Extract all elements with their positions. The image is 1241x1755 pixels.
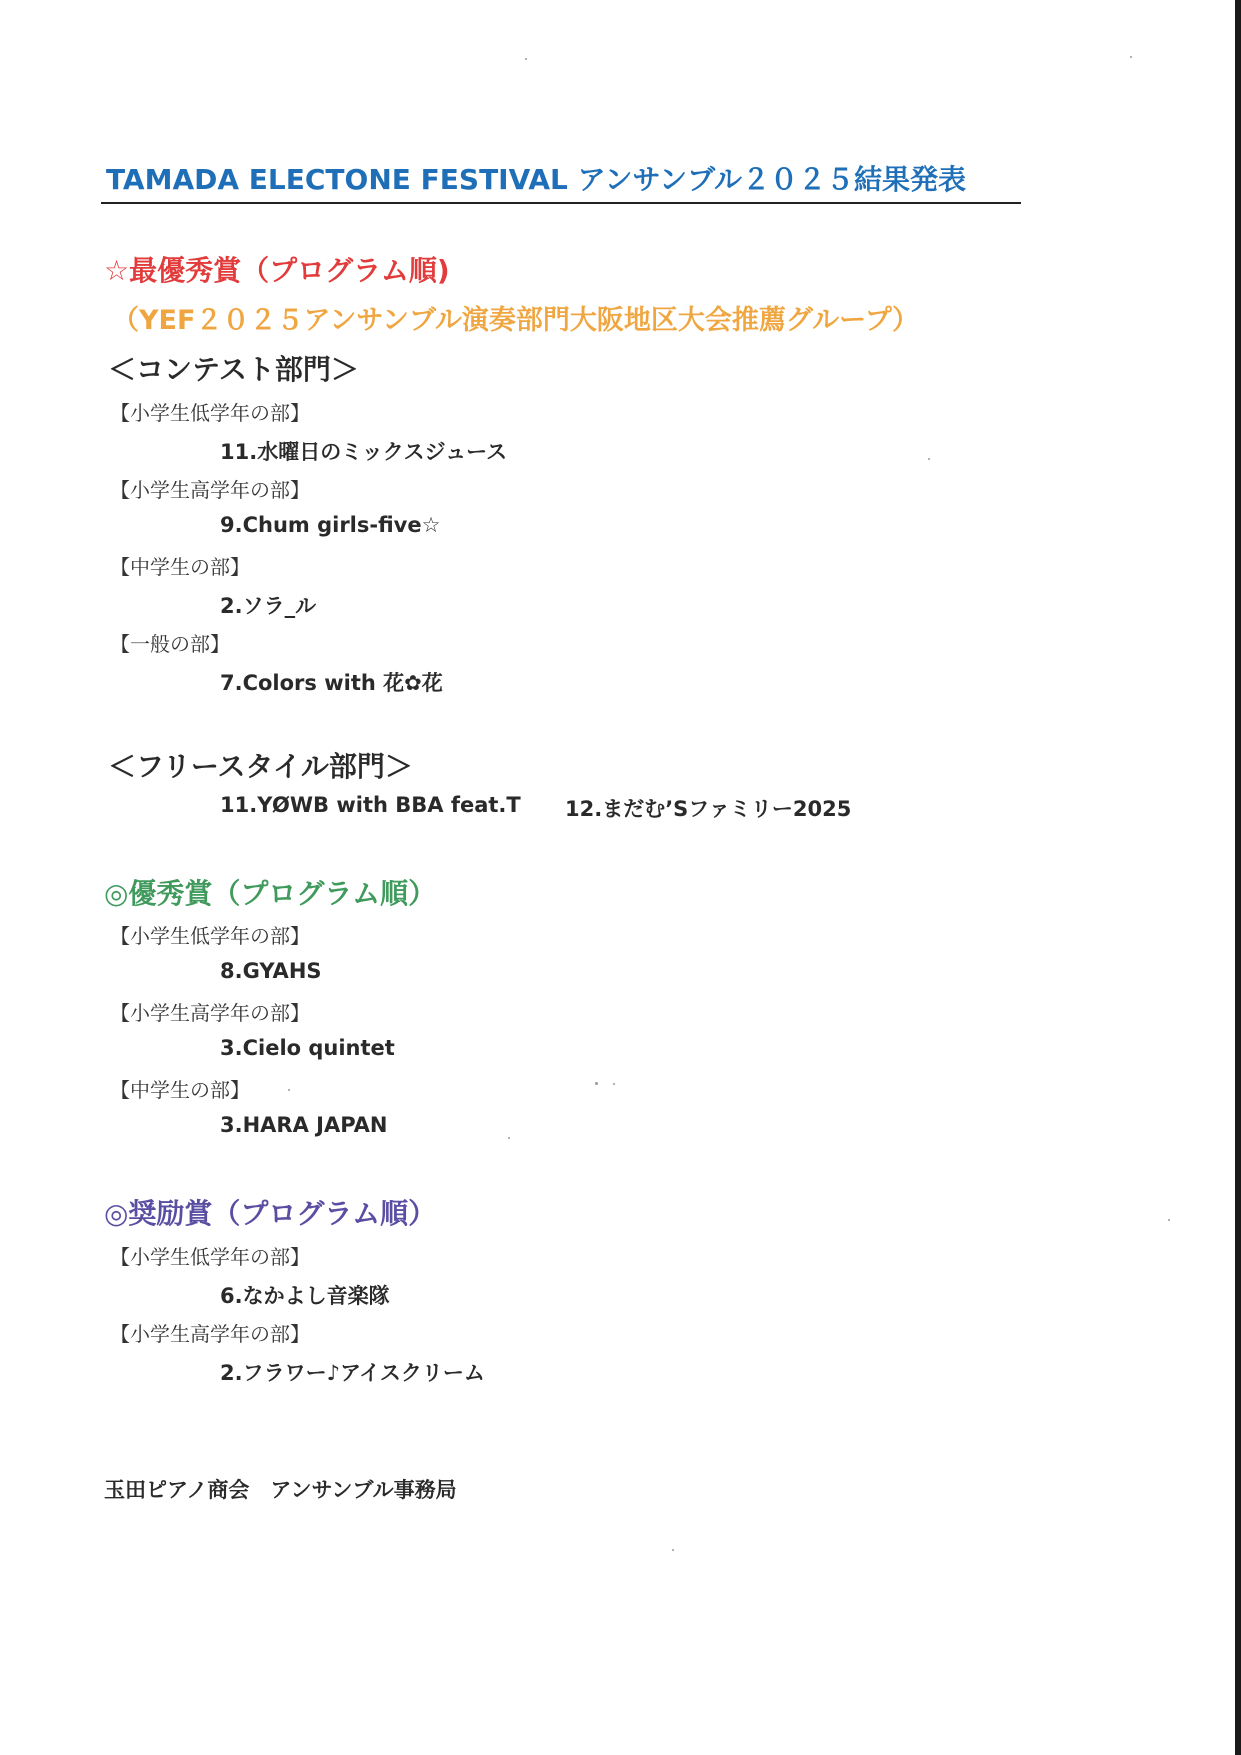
scan-speck <box>928 458 930 460</box>
encouragement-category-upper-elementary: 【小学生高学年の部】 <box>110 1322 310 1346</box>
contest-entry-junior-high: 2.ソラ_ル <box>220 594 317 618</box>
scan-speck <box>525 58 527 60</box>
scan-speck <box>672 1549 674 1551</box>
scan-edge <box>1235 0 1241 1755</box>
footer-organizer: 玉田ピアノ商会 アンサンブル事務局 <box>104 1478 457 1502</box>
encouragement-category-lower-elementary: 【小学生低学年の部】 <box>110 1245 310 1269</box>
excellence-entry-lower-elementary: 8.GYAHS <box>220 959 322 983</box>
excellence-award-heading: ◎優秀賞（プログラム順） <box>104 877 437 910</box>
contest-entry-lower-elementary: 11.水曜日のミックスジュース <box>220 440 508 464</box>
scan-speck <box>288 1089 290 1091</box>
excellence-category-upper-elementary: 【小学生高学年の部】 <box>110 1001 310 1025</box>
encouragement-entry-lower-elementary: 6.なかよし音楽隊 <box>220 1284 390 1308</box>
scan-speck <box>508 1137 510 1139</box>
scan-speck <box>595 1082 598 1085</box>
freestyle-entry-2: 12.まだむ’Sファミリー2025 <box>565 797 852 821</box>
top-award-subheading: （YEF２０２５アンサンブル演奏部門大阪地区大会推薦グループ） <box>112 305 920 336</box>
freestyle-section-heading: ＜フリースタイル部門＞ <box>108 750 413 783</box>
contest-category-upper-elementary: 【小学生高学年の部】 <box>110 478 310 502</box>
contest-entry-upper-elementary: 9.Chum girls-five☆ <box>220 513 441 537</box>
excellence-category-lower-elementary: 【小学生低学年の部】 <box>110 924 310 948</box>
contest-category-lower-elementary: 【小学生低学年の部】 <box>110 401 310 425</box>
scan-speck <box>1168 1219 1170 1221</box>
excellence-entry-upper-elementary: 3.Cielo quintet <box>220 1036 395 1060</box>
encouragement-entry-upper-elementary: 2.フラワー♪アイスクリーム <box>220 1361 485 1385</box>
contest-category-junior-high: 【中学生の部】 <box>110 555 250 579</box>
top-award-heading: ☆最優秀賞（プログラム順) <box>104 254 450 287</box>
freestyle-entry-1: 11.YØWB with BBA feat.T <box>220 793 521 817</box>
scan-speck <box>613 1083 615 1085</box>
excellence-category-junior-high: 【中学生の部】 <box>110 1078 250 1102</box>
contest-category-general: 【一般の部】 <box>110 632 230 656</box>
scan-speck <box>1130 56 1132 58</box>
contest-entry-general: 7.Colors with 花✿花 <box>220 671 443 695</box>
contest-section-heading: ＜コンテスト部門＞ <box>108 353 359 386</box>
excellence-entry-junior-high: 3.HARA JAPAN <box>220 1113 388 1137</box>
page-title: TAMADA ELECTONE FESTIVAL アンサンブル２０２５結果発表 <box>106 163 966 196</box>
title-underline <box>101 202 1021 204</box>
encouragement-award-heading: ◎奨励賞（プログラム順） <box>104 1197 437 1230</box>
